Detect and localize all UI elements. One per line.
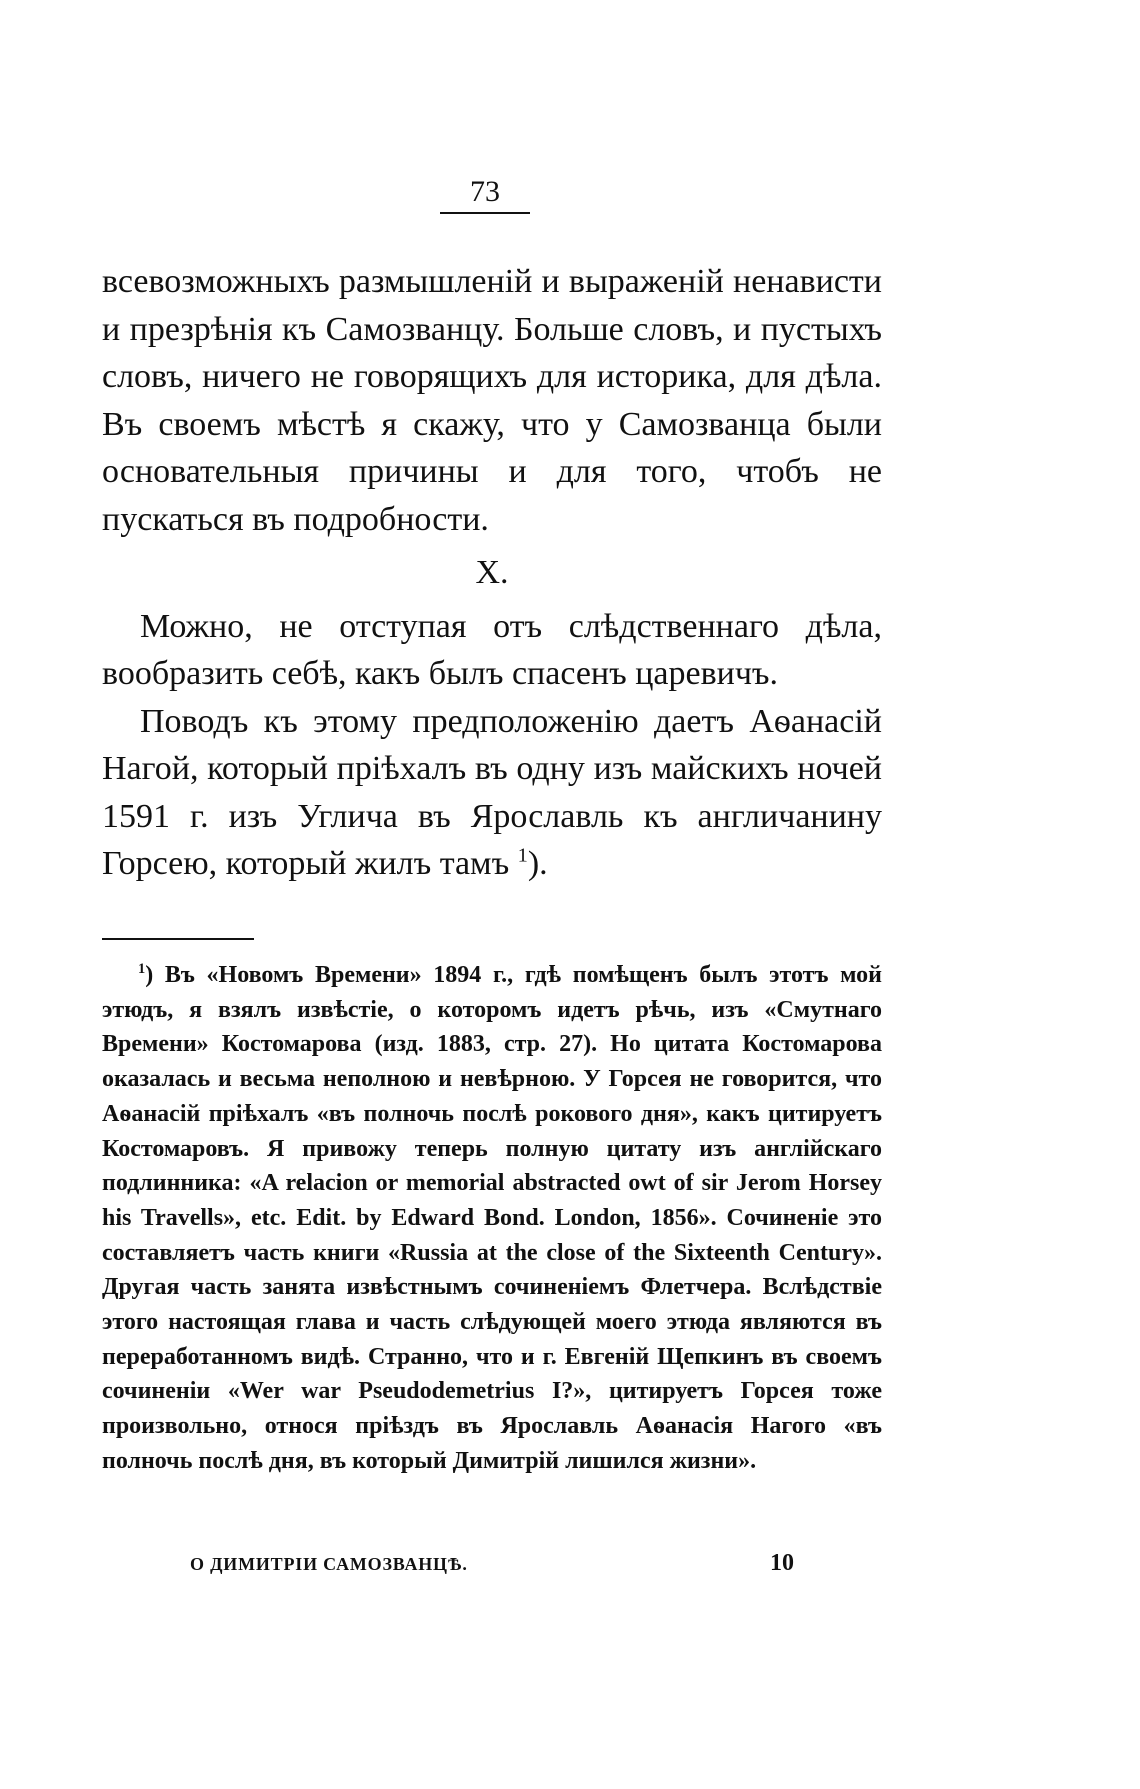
footnotes	[102, 958, 882, 1479]
paragraph-2: Можно, не отступая отъ слѣдственнаго дѣла, вообразить себѣ, какъ былъ спасенъ царевичъ.	[102, 607, 882, 692]
paragraph-3-end: ).	[527, 845, 548, 882]
page-number: 73	[470, 175, 500, 208]
footnote-1	[102, 958, 882, 1479]
signature-number: 10	[770, 1550, 794, 1576]
section-heading: X.	[475, 554, 509, 591]
paragraph-3	[102, 698, 882, 888]
paragraph-1: всевозможныхъ размышленій и выраженій ненависти и презрѣнія къ Самозванцу. Больше словъ, и пустыхъ словъ, ничего не говорящихъ для историка, для дѣла. Въ своемъ мѣстѣ я скажу, что у Самозванца были основательныя причины и для того, чтобъ не пускаться въ подробности.	[102, 263, 882, 538]
main-text	[102, 258, 882, 888]
footnote-separator	[102, 938, 254, 940]
paragraph-3-text: Поводъ къ этому предположенію даетъ Аѳанасій Нагой, который пріѣхалъ въ одну изъ майскихъ ночей 1591 г. изъ Углича въ Ярославль къ англичанину Горсею, который жилъ тамъ	[102, 702, 882, 882]
footnote-reference: 1	[517, 844, 528, 867]
footnote-text: ) Въ «Новомъ Времени» 1894 г., гдѣ помѣщенъ былъ этотъ мой этюдъ, я взялъ извѣстіе, о которомъ идетъ рѣчь, изъ «Смутнаго Времени» Костомарова (изд. 1883, стр. 27). Но цитата Костомарова оказалась и весьма неполною и невѣрною. У Горсея не говорится, что Аѳанасій пріѣхалъ «въ полночь послѣ рокового дня», какъ цитируетъ Костомаровъ. Я привожу теперь полную цитату изъ англійскаго подлинника: «A relacion or memorial abstracted owt of sir Jerom Horsey his Travells», etc. Edit. by Edward Bond. London, 1856». Сочиненіе это составляетъ часть книги «Russia at the close of the Sixteenth Century». Другая часть занята извѣстнымъ сочиненіемъ Флетчера. Вслѣдствіе этого настоящая глава и часть слѣдующей моего этюда являются въ переработанномъ видѣ. Странно, что и г. Евгеній Щепкинъ въ своемъ сочиненіи «Wer war Pseudodemetrius I?», цитируетъ Горсея тоже произвольно, относя пріѣздъ въ Ярославль Аѳанасія Нагого «въ полночь послѣ дня, въ который Димитрій лишился жизни».	[102, 962, 882, 1474]
page-number-underline	[440, 212, 530, 214]
footnote-marker: 1	[138, 961, 146, 977]
signature-line: О ДИМИТРІИ САМОЗВАНЦѢ.	[190, 1554, 468, 1574]
